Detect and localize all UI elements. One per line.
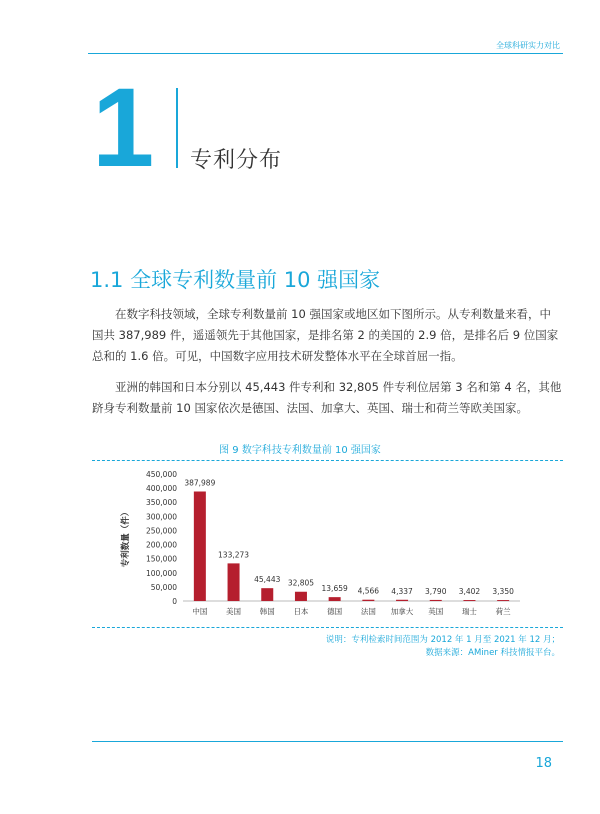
y-tick-label: 200,000 <box>145 540 177 550</box>
figure-title: 图 9 数字科技专利数量前 10 强国家 <box>219 445 381 456</box>
chapter-title: 专利分布 <box>190 148 283 173</box>
value-label: 387,989 <box>184 478 216 488</box>
value-label: 133,273 <box>218 550 250 560</box>
chapter-number: 1 <box>92 65 155 190</box>
x-tick-label: 荷兰 <box>495 607 511 616</box>
value-label: 13,659 <box>321 584 348 594</box>
value-label: 3,402 <box>458 587 481 597</box>
section-title: 1.1 全球专利数量前 10 强国家 <box>90 268 381 292</box>
x-tick-label: 日本 <box>293 607 309 616</box>
value-label: 3,350 <box>492 587 514 597</box>
bar <box>228 563 240 601</box>
bar <box>194 492 206 601</box>
body-paragraph-2: 亚洲的韩国和日本分别以 45,443 件专利和 32,805 件专利位居第 3 名和第 4 名，其他跻身专利数量前 10 国家依次是德国、法国、加拿大、英国、瑞士和荷兰等欧美国家。 <box>92 380 562 415</box>
x-tick-label: 德国 <box>327 607 343 616</box>
y-axis-label-group <box>120 508 131 568</box>
y-tick-label: 100,000 <box>145 568 177 578</box>
bar <box>497 600 509 601</box>
x-tick-labels <box>192 606 511 616</box>
y-tick-label: 400,000 <box>145 484 177 494</box>
value-label: 4,566 <box>357 586 380 596</box>
value-label: 32,805 <box>287 578 315 588</box>
value-label: 4,337 <box>391 586 413 596</box>
x-tick-label: 法国 <box>360 607 376 616</box>
figure-source: 数据来源：AMiner 科技情报平台。 <box>425 648 560 658</box>
x-tick-label: 瑞士 <box>461 607 477 616</box>
footer-rule <box>92 741 563 742</box>
body-paragraph-1: 在数字科技领域，全球专利数量前 10 强国家或地区如下图所示。从专利数量来看，中国共 387,989 件，遥遥领先于其他国家，是排名第 2 的美国的 2.9 倍，是排名后 9 位国家总和的 1.6 倍。可见，中国数字应用技术研发整体水平在全球首屈一指。 <box>92 307 559 363</box>
y-tick-label: 150,000 <box>145 554 177 564</box>
bar <box>362 600 374 601</box>
bar <box>396 600 408 601</box>
x-tick-label: 中国 <box>192 607 208 616</box>
running-header: 全球科研实力对比 <box>496 41 560 50</box>
y-tick-label: 450,000 <box>145 470 177 479</box>
y-tick-label: 0 <box>172 597 177 606</box>
y-tick-labels <box>146 470 177 606</box>
bars <box>194 492 509 601</box>
bar <box>463 600 475 601</box>
x-tick-label: 英国 <box>428 607 444 616</box>
value-label: 45,443 <box>254 575 281 585</box>
x-tick-label: 美国 <box>226 607 242 616</box>
y-tick-label: 300,000 <box>145 512 177 522</box>
page-number: 18 <box>535 756 552 771</box>
value-label: 3,790 <box>425 586 447 596</box>
y-axis-label: 专利数量（件） <box>121 507 131 568</box>
bar <box>329 597 341 601</box>
y-tick-label: 50,000 <box>150 582 177 592</box>
bar <box>261 588 273 601</box>
y-tick-label: 250,000 <box>145 526 177 536</box>
figure-note: 说明：专利检索时间范围为 2012 年 1 月至 2021 年 12 月； <box>325 635 560 645</box>
figure-bottom-divider <box>92 627 563 628</box>
bar <box>295 592 307 601</box>
bar <box>430 600 442 601</box>
x-tick-label: 韩国 <box>259 607 275 616</box>
y-tick-label: 350,000 <box>145 498 177 508</box>
x-tick-label: 加拿大 <box>390 607 414 616</box>
